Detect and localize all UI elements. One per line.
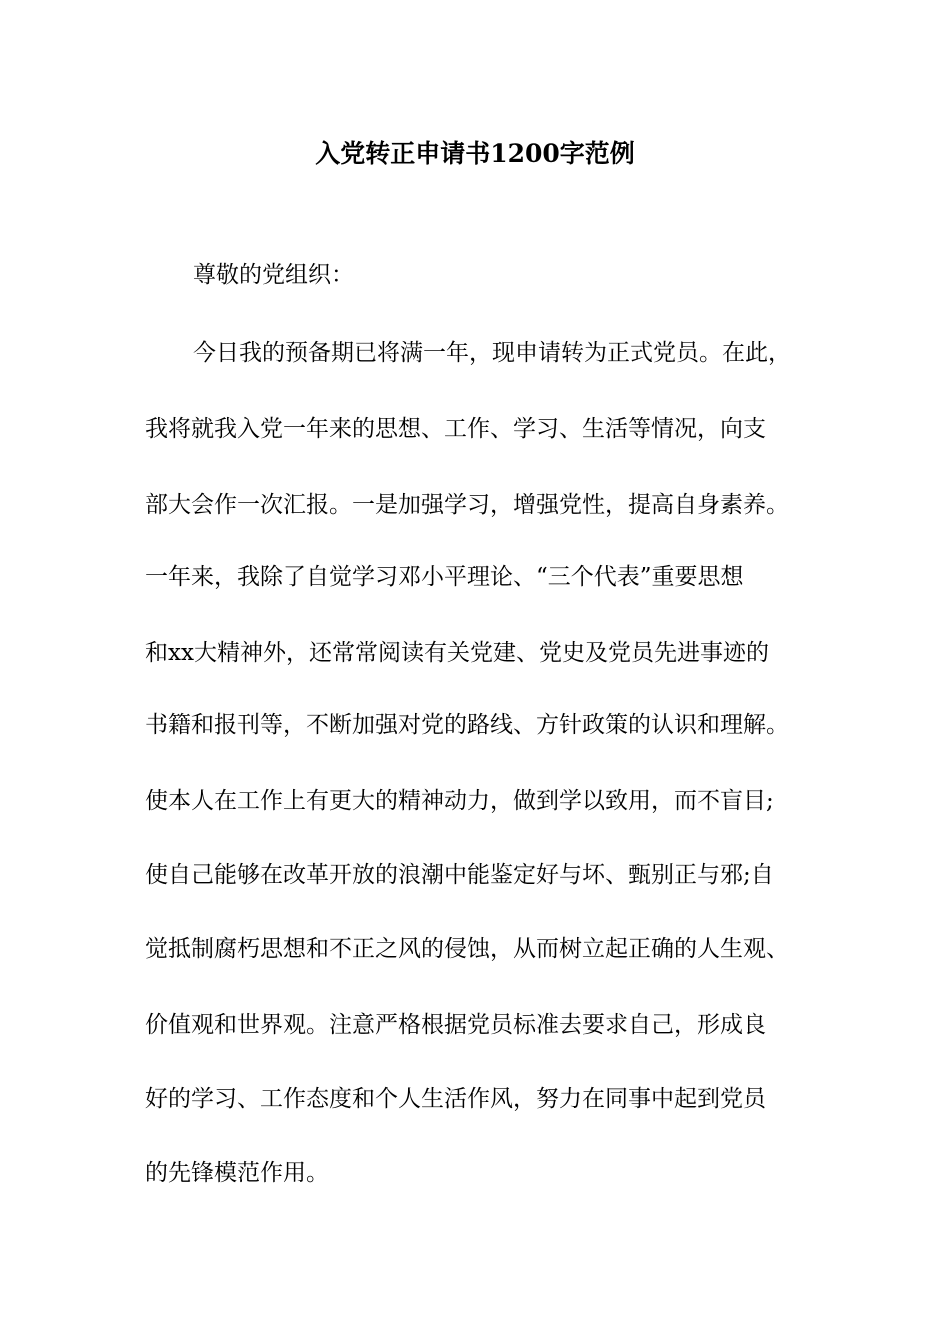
body-line: 使自己能够在改革开放的浪潮中能鉴定好与坏、甄别正与邪;自 (145, 862, 774, 888)
body-line: 书籍和报刊等，不断加强对党的路线、方针政策的认识和理解。 (145, 712, 789, 738)
body-line: 一年来，我除了自觉学习邓小平理论、“三个代表”重要思想 (145, 564, 744, 590)
body-line: 使本人在工作上有更大的精神动力，做到学以致用，而不盲目; (145, 788, 774, 814)
body-line: 觉抵制腐朽思想和不正之风的侵蚀，从而树立起正确的人生观、 (145, 936, 789, 962)
body-line: 的先锋模范作用。 (145, 1160, 329, 1186)
body-line: 今日我的预备期已将满一年，现申请转为正式党员。在此， (193, 340, 791, 366)
body-line: 好的学习、工作态度和个人生活作风，努力在同事中起到党员 (145, 1086, 766, 1112)
document-title: 入党转正申请书1200字范例 (315, 139, 635, 168)
salutation: 尊敬的党组织： (193, 262, 354, 288)
body-line: 部大会作一次汇报。一是加强学习，增强党性，提高自身素养。 (145, 492, 789, 518)
body-line: 价值观和世界观。注意严格根据党员标准去要求自己，形成良 (145, 1012, 766, 1038)
body-line: 和xx大精神外，还常常阅读有关党建、党史及党员先进事迹的 (145, 640, 769, 666)
body-line: 我将就我入党一年来的思想、工作、学习、生活等情况，向支 (145, 416, 766, 442)
